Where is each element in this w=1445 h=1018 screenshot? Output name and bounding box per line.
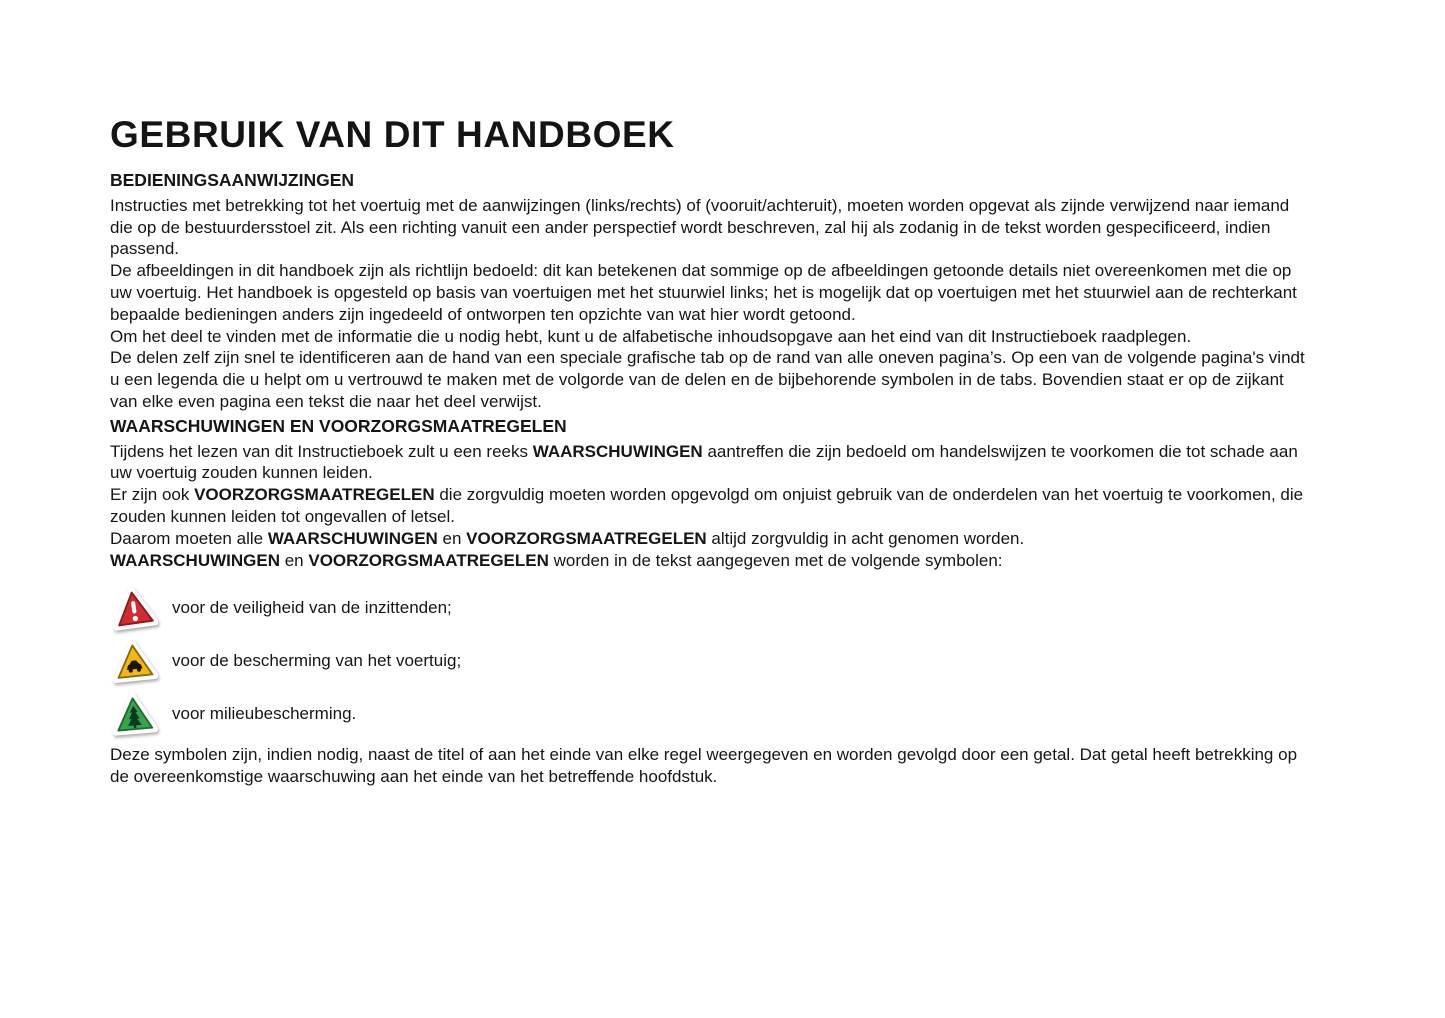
paragraph-observe-all bbox=[110, 528, 1309, 550]
text-segment-bold: VOORZORGSMAATREGELEN bbox=[466, 528, 707, 548]
symbol-row-environment bbox=[110, 691, 1309, 737]
page-title: GEBRUIK VAN DIT HANDBOEK bbox=[110, 114, 675, 155]
text-segment-bold: WAARSCHUWINGEN bbox=[267, 528, 438, 548]
text-segment: worden in de tekst aangegeven met de volgende symbolen: bbox=[548, 550, 1003, 570]
text-segment-bold: VOORZORGSMAATREGELEN bbox=[194, 485, 435, 505]
paragraph-precautions-intro bbox=[110, 484, 1309, 528]
section-heading-warnings-precautions: WAARSCHUWINGEN EN VOORZORGSMAATREGELEN bbox=[110, 415, 567, 436]
text-segment: Tijdens het lezen van dit Instructieboek zult u een reeks bbox=[110, 441, 533, 461]
text-segment: aantreffen die zijn bedoeld om handelswijzen te voorkomen die tot schade aan uw voertuig zouden kunnen leiden. bbox=[110, 441, 1298, 483]
text-segment: en bbox=[437, 528, 467, 548]
text-segment: altijd zorgvuldig in acht genomen worden. bbox=[706, 528, 1025, 548]
symbol-label-vehicle-protection: voor de bescherming van het voertuig; bbox=[172, 651, 462, 671]
paragraph-tabs: De delen zelf zijn snel te identificeren aan de hand van een speciale grafische tab op de rand van alle oneven pagina’s. Op een van de volgende pagina's vindt u een legenda die u helpt om u vertrouwd te maken met de volgorde van de delen en de bijbehorende symbolen in de tabs. Bovendien staat er op de zijkant van elke even pagina een tekst die naar het deel verwijst. bbox=[110, 348, 1305, 411]
paragraph-warnings-intro bbox=[110, 441, 1309, 485]
text-segment-bold: WAARSCHUWINGEN bbox=[532, 441, 703, 461]
paragraph-index: Om het deel te vinden met de informatie die u nodig hebt, kunt u de alfabetische inhoudsopgave aan het eind van dit Instructieboek raadplegen. bbox=[110, 326, 1192, 346]
occupant-safety-warning-icon bbox=[110, 585, 158, 631]
paragraph-symbols-intro bbox=[110, 550, 1309, 572]
symbol-label-occupant-safety: voor de veiligheid van de inzittenden; bbox=[172, 598, 452, 618]
symbol-label-environment: voor milieubescherming. bbox=[172, 704, 357, 724]
paragraph-directions: Instructies met betrekking tot het voertuig met de aanwijzingen (links/rechts) of (vooruit/achteruit), moeten worden opgevat als zijnde verwijzend naar iemand die op de bestuurdersstoel zit. Als een richting vanuit een ander perspectief wordt beschreven, zal hij als zodanig in de tekst worden gespecificeerd, indien passend. bbox=[110, 195, 1290, 259]
text-segment: die zorgvuldig moeten worden opgevolgd om onjuist gebruik van de onderdelen van het voertuig te voorkomen, die zouden kunnen leiden tot ongevallen of letsel. bbox=[110, 485, 1304, 526]
symbol-row-vehicle-protection bbox=[110, 638, 1309, 684]
section-heading-operating-instructions: BEDIENINGSAANWIJZINGEN bbox=[110, 169, 355, 190]
paragraph-illustrations: De afbeeldingen in dit handboek zijn als richtlijn bedoeld: dit kan betekenen dat sommige op de afbeeldingen getoonde details niet overeenkomen met die op uw voertuig. Het handboek is opgesteld op basis van voertuigen met het stuurwiel links; het is mogelijk dat op voertuigen met het stuurwiel aan de rechterkant bepaalde bedieningen anders zijn ingedeeld of ontworpen ten opzichte van wat hier wordt getoond. bbox=[110, 261, 1297, 324]
text-segment: Daarom moeten alle bbox=[110, 528, 268, 548]
symbol-row-occupant-safety bbox=[110, 585, 1309, 631]
paragraph-symbols-closing: Deze symbolen zijn, indien nodig, naast de titel of aan het einde van elke regel weergegeven en worden gevolgd door een getal. Dat getal heeft betrekking op de overeenkomstige waarschuwing aan het einde van het betreffende hoofdstuk. bbox=[110, 745, 1298, 787]
text-segment: Er zijn ook bbox=[110, 485, 195, 505]
vehicle-protection-warning-icon bbox=[110, 638, 158, 684]
text-segment-bold: WAARSCHUWINGEN bbox=[110, 550, 280, 570]
environment-protection-warning-icon bbox=[110, 691, 158, 737]
warning-symbols-list bbox=[110, 585, 1309, 737]
text-segment-bold: VOORZORGSMAATREGELEN bbox=[308, 550, 549, 570]
text-segment: en bbox=[280, 550, 309, 570]
